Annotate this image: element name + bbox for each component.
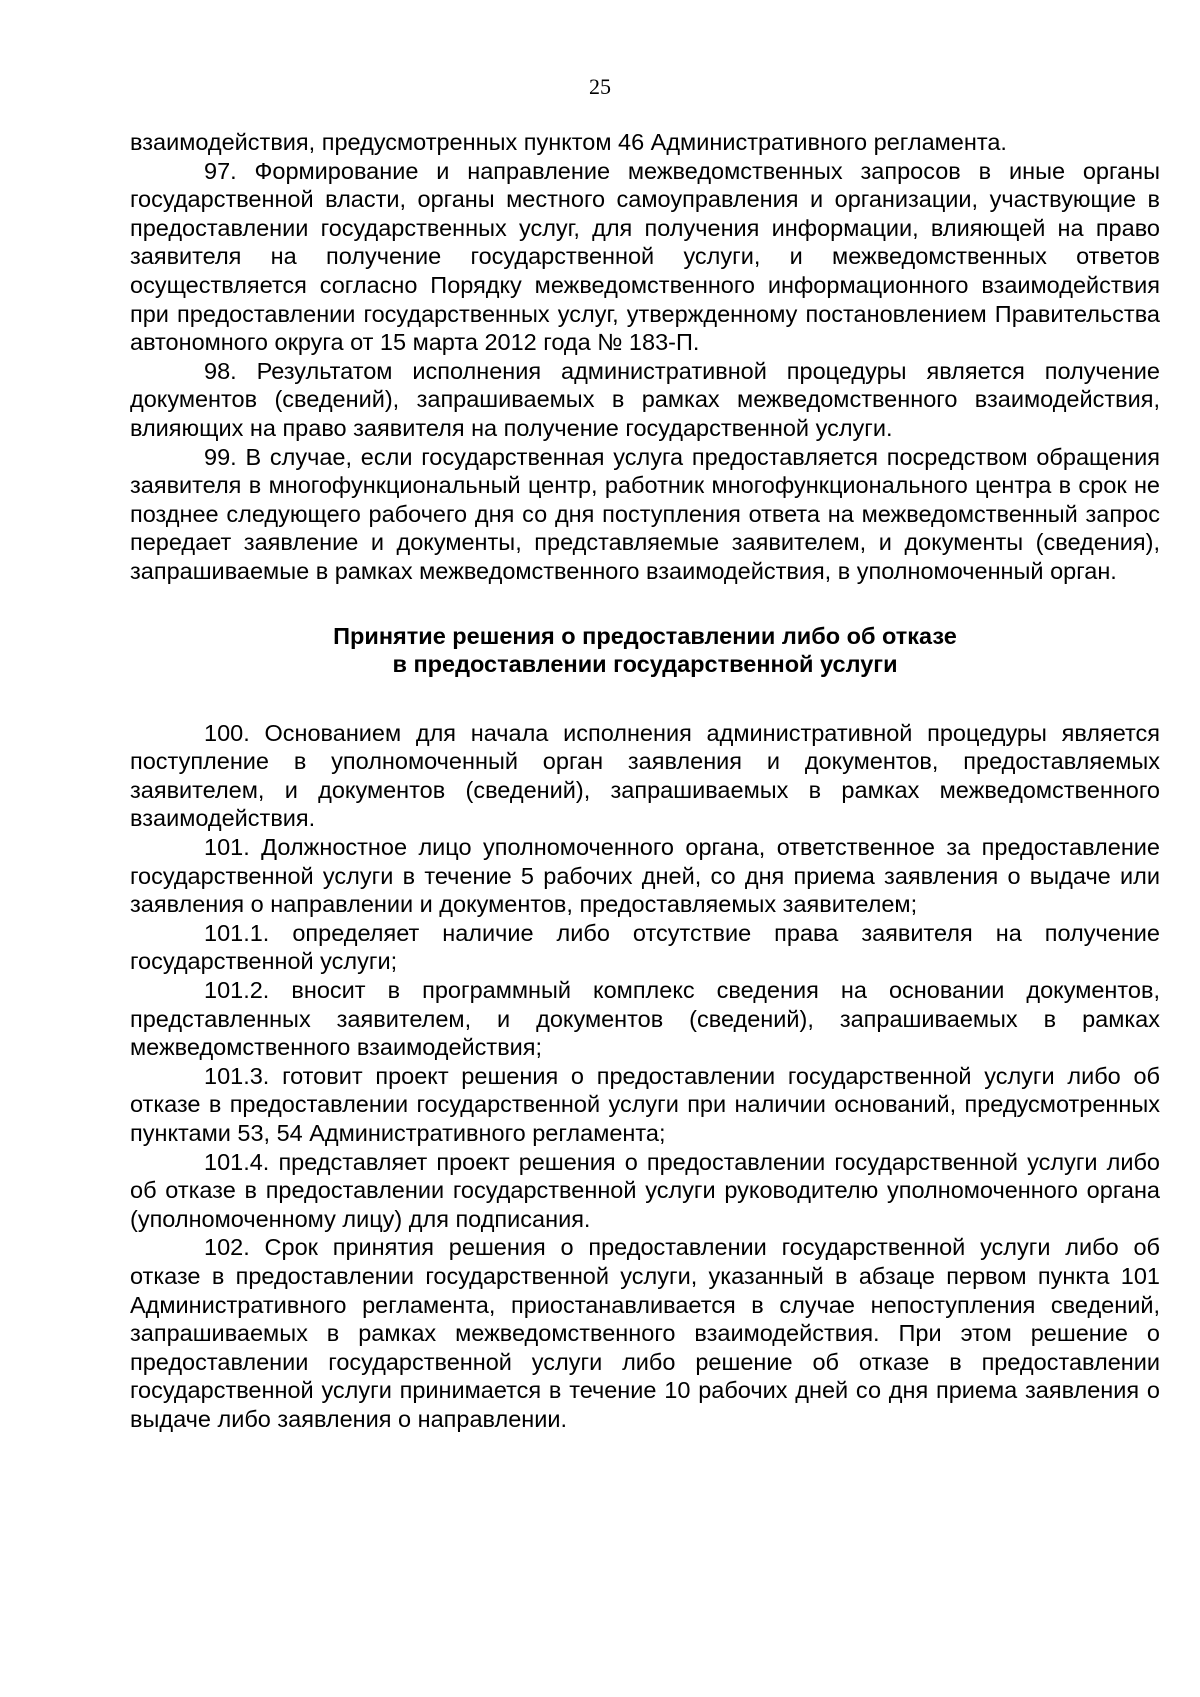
paragraph-101-3: 101.3. готовит проект решения о предоставлении государственной услуги либо об отказе в предоставлении государственной услуги при наличии оснований, предусмотренных пунктами 53, 54 Административного регламента; (130, 1062, 1160, 1146)
page-number: 25 (589, 74, 611, 99)
paragraph-101-4: 101.4. представляет проект решения о предоставлении государственной услуги либо об отказе в предоставлении государственной услуги руководителю уполномоченного органа (уполномоченному лицу) для подписания. (130, 1148, 1160, 1232)
paragraph-100: 100. Основанием для начала исполнения административной процедуры является поступление в уполномоченный орган заявления и документов, предоставляемых заявителем, и документов (сведений), запрашиваемых в рамках межведомственного взаимодействия. (130, 719, 1160, 832)
paragraph-102: 102. Срок принятия решения о предоставлении государственной услуги либо об отказе в предоставлении государственной услуги, указанный в абзаце первом пункта 101 Административного регламента, приостанавливается в случае непоступления сведений, запрашиваемых в рамках межведомственного взаимодействия. При этом решение о предоставлении государственной услуги либо решение об отказе в предоставлении государственной услуги принимается в течение 10 рабочих дней со дня приема заявления о выдаче либо заявления о направлении. (130, 1234, 1160, 1432)
paragraph-continuation: взаимодействия, предусмотренных пунктом 46 Административного регламента. (130, 129, 1007, 155)
paragraph-101-1: 101.1. определяет наличие либо отсутствие права заявителя на получение государственной услуги; (130, 919, 1160, 975)
paragraph-98: 98. Результатом исполнения административной процедуры является получение документов (сведений), запрашиваемых в рамках межведомственного взаимодействия, влияющих на право заявителя на получение государственной услуги. (130, 357, 1160, 441)
section-heading-line-1: Принятие решения о предоставлении либо об отказе (333, 622, 957, 649)
section-heading-line-2: в предоставлении государственной услуги (392, 651, 898, 678)
paragraph-99: 99. В случае, если государственная услуга предоставляется посредством обращения заявителя в многофункциональный центр, работник многофункционального центра в срок не позднее следующего рабочего дня со дня поступления ответа на межведомственный запрос передает заявление и документы, представляемые заявителем, и документы (сведения), запрашиваемые в рамках межведомственного взаимодействия, в уполномоченный орган. (130, 443, 1160, 584)
document-body (130, 128, 1160, 1434)
spacer (130, 679, 1160, 719)
paragraph-101: 101. Должностное лицо уполномоченного органа, ответственное за предоставление государственной услуги в течение 5 рабочих дней, со дня приема заявления о выдаче или заявления о направлении и документов, предоставляемых заявителем; (130, 834, 1160, 918)
paragraph-101-2: 101.2. вносит в программный комплекс сведения на основании документов, представленных заявителем, и документов (сведений), запрашиваемых в рамках межведомственного взаимодействия; (130, 977, 1160, 1061)
spacer (130, 586, 1160, 622)
paragraph-97: 97. Формирование и направление межведомственных запросов в иные органы государственной власти, органы местного самоуправления и организации, участвующие в предоставлении государственных услуг, для получения информации, влияющей на право заявителя на получение государственной услуги, и межведомственных ответов осуществляется согласно Порядку межведомственного информационного взаимодействия при предоставлении государственных услуг, утвержденному постановлением Правительства автономного округа от 15 марта 2012 года № 183-П. (130, 157, 1160, 356)
